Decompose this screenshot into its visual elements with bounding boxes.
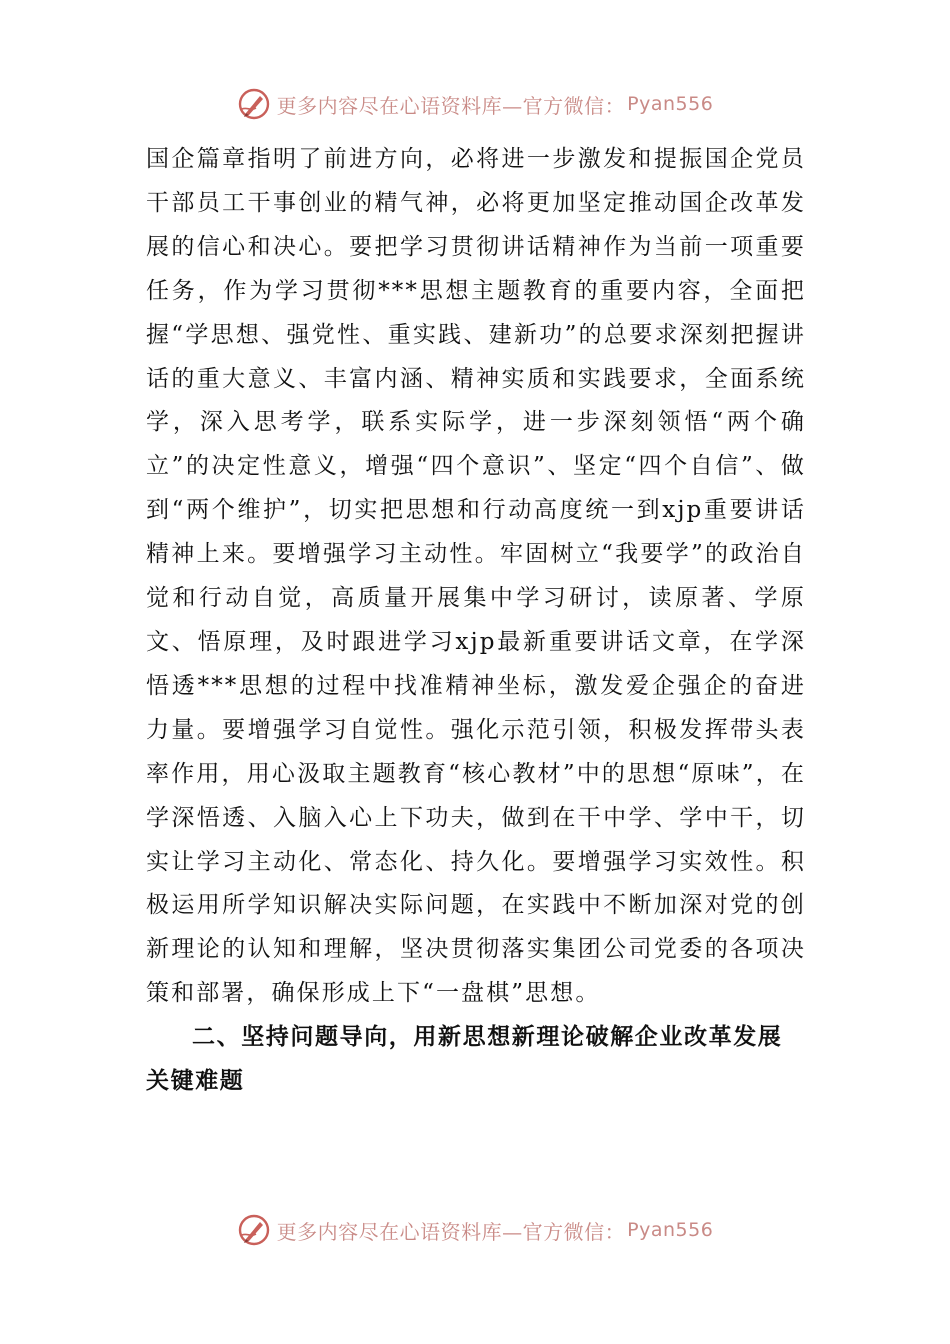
pen-logo-icon <box>237 1213 271 1247</box>
watermark-wechat-id: Pyan556 <box>627 1219 714 1241</box>
header-watermark <box>0 84 950 124</box>
pen-logo-icon <box>237 87 271 121</box>
watermark-text: 更多内容尽在心语资料库—官方微信： <box>276 93 626 118</box>
footer-watermark <box>0 1210 950 1250</box>
watermark-text: 更多内容尽在心语资料库—官方微信： <box>276 1219 626 1244</box>
watermark-wechat-id: Pyan556 <box>627 93 714 115</box>
document-body <box>146 138 806 1104</box>
body-paragraph: 国企篇章指明了前进方向，必将进一步激发和提振国企党员干部员工干事创业的精气神，必将更加坚定推动国企改革发展的信心和决心。要把学习贯彻讲话精神作为当前一项重要任务，作为学习贯彻***思想主题教育的重要内容，全面把握“学思想、强党性、重实践、建新功”的总要求深刻把握讲话的重大意义、丰富内涵、精神实质和实践要求，全面系统学，深入思考学，联系实际学，进一步深刻领悟“两个确立”的决定性意义，增强“四个意识”、坚定“四个自信”、做到“两个维护”，切实把思想和行动高度统一到xjp重要讲话精神上来。要增强学习主动性。牢固树立“我要学”的政治自觉和行动自觉，高质量开展集中学习研讨，读原著、学原文、悟原理，及时跟进学习xjp最新重要讲话文章，在学深悟透***思想的过程中找准精神坐标，激发爱企强企的奋进力量。要增强学习自觉性。强化示范引领，积极发挥带头表率作用，用心汲取主题教育“核心教材”中的思想“原味”，在学深悟透、入脑入心上下功夫，做到在干中学、学中干，切实让学习主动化、常态化、持久化。要增强学习实效性。积极运用所学知识解决实际问题，在实践中不断加深对党的创新理论的认知和理解，坚决贯彻落实集团公司党委的各项决策和部署，确保形成上下“一盘棋”思想。 <box>146 146 806 1007</box>
section-heading: 二、坚持问题导向，用新思想新理论破解企业改革发展关键难题 <box>146 1024 783 1095</box>
